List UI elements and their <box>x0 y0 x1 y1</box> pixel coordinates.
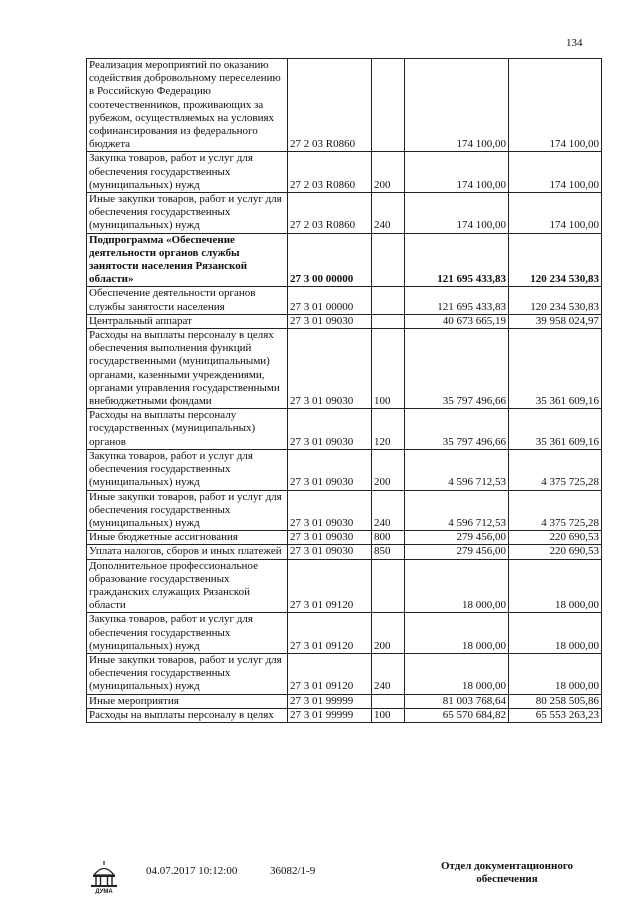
row-sum-2018-cell: 174 100,00 <box>509 193 602 234</box>
row-name-cell: Иные закупки товаров, работ и услуг для обеспечения государственных (муниципальных) нужд <box>87 653 288 694</box>
row-sum-2017-cell: 4 596 712,53 <box>405 490 509 531</box>
row-code-cell: 27 3 00 00000 <box>288 233 372 287</box>
row-code-cell: 27 3 01 09030 <box>288 545 372 559</box>
row-sum-2018-cell: 35 361 609,16 <box>509 329 602 409</box>
table-row <box>87 314 602 328</box>
row-vr-cell: 240 <box>372 653 405 694</box>
table-row <box>87 193 602 234</box>
row-sum-2017-cell: 279 456,00 <box>405 545 509 559</box>
row-name-cell: Реализация мероприятий по оказанию содействия добровольному переселению в Российскую Федерацию соотечественников, проживающих за рубежом, осуществляемых на условиях софинансирования из федерального бюджета <box>87 59 288 152</box>
row-sum-2017-cell: 40 673 665,19 <box>405 314 509 328</box>
row-name-cell: Расходы на выплаты персоналу в целях обеспечения выполнения функций государственными (муниципальными) органами, казенными учреждениями, органами управления государственными внебюджетными фондами <box>87 329 288 409</box>
row-sum-2018-cell: 220 690,53 <box>509 545 602 559</box>
row-vr-cell: 100 <box>372 329 405 409</box>
row-sum-2017-cell: 65 570 684,82 <box>405 708 509 722</box>
table-row <box>87 409 602 450</box>
row-sum-2018-cell: 18 000,00 <box>509 613 602 654</box>
page-number: 134 <box>566 37 583 49</box>
table-row <box>87 531 602 545</box>
row-sum-2018-cell: 80 258 505,86 <box>509 694 602 708</box>
row-name-cell: Закупка товаров, работ и услуг для обеспечения государственных (муниципальных) нужд <box>87 152 288 193</box>
row-vr-cell <box>372 233 405 287</box>
row-sum-2018-cell: 4 375 725,28 <box>509 449 602 490</box>
row-sum-2018-cell: 120 234 530,83 <box>509 287 602 314</box>
row-name-cell: Подпрограмма «Обеспечение деятельности органов службы занятости населения Рязанской области» <box>87 233 288 287</box>
row-name-cell: Дополнительное профессиональное образование государственных гражданских служащих Рязанской области <box>87 559 288 613</box>
footer-reg-number: 36082/1-9 <box>270 865 316 877</box>
table-row <box>87 559 602 613</box>
row-vr-cell <box>372 287 405 314</box>
table-row <box>87 653 602 694</box>
row-sum-2017-cell: 121 695 433,83 <box>405 233 509 287</box>
row-sum-2018-cell: 220 690,53 <box>509 531 602 545</box>
duma-logo-icon <box>86 858 122 894</box>
footer <box>0 858 640 898</box>
table-row <box>87 233 602 287</box>
row-vr-cell: 240 <box>372 490 405 531</box>
row-vr-cell <box>372 694 405 708</box>
row-code-cell: 27 3 01 00000 <box>288 287 372 314</box>
row-code-cell: 27 3 01 09030 <box>288 329 372 409</box>
row-name-cell: Расходы на выплаты персоналу государственных (муниципальных) органов <box>87 409 288 450</box>
footer-department: Отдел документационного обеспечения <box>440 860 574 885</box>
row-sum-2018-cell: 174 100,00 <box>509 59 602 152</box>
table-row <box>87 287 602 314</box>
row-vr-cell: 200 <box>372 449 405 490</box>
row-vr-cell: 850 <box>372 545 405 559</box>
table-row <box>87 329 602 409</box>
row-name-cell: Центральный аппарат <box>87 314 288 328</box>
row-name-cell: Иные закупки товаров, работ и услуг для обеспечения государственных (муниципальных) нужд <box>87 193 288 234</box>
row-code-cell: 27 3 01 09120 <box>288 559 372 613</box>
row-sum-2017-cell: 18 000,00 <box>405 559 509 613</box>
row-code-cell: 27 3 01 09030 <box>288 449 372 490</box>
row-vr-cell: 800 <box>372 531 405 545</box>
row-sum-2018-cell: 4 375 725,28 <box>509 490 602 531</box>
row-sum-2017-cell: 18 000,00 <box>405 653 509 694</box>
row-sum-2017-cell: 35 797 496,66 <box>405 409 509 450</box>
row-code-cell: 27 3 01 09120 <box>288 613 372 654</box>
row-sum-2017-cell: 121 695 433,83 <box>405 287 509 314</box>
row-vr-cell: 200 <box>372 613 405 654</box>
row-sum-2018-cell: 18 000,00 <box>509 559 602 613</box>
row-code-cell: 27 3 01 09120 <box>288 653 372 694</box>
row-code-cell: 27 3 01 99999 <box>288 694 372 708</box>
row-vr-cell <box>372 314 405 328</box>
row-code-cell: 27 3 01 99999 <box>288 708 372 722</box>
table-row <box>87 545 602 559</box>
row-code-cell: 27 3 01 09030 <box>288 490 372 531</box>
row-sum-2018-cell: 35 361 609,16 <box>509 409 602 450</box>
row-code-cell: 27 3 01 09030 <box>288 314 372 328</box>
row-code-cell: 27 2 03 R0860 <box>288 152 372 193</box>
row-name-cell: Иные мероприятия <box>87 694 288 708</box>
row-code-cell: 27 3 01 09030 <box>288 409 372 450</box>
row-vr-cell <box>372 59 405 152</box>
row-sum-2017-cell: 4 596 712,53 <box>405 449 509 490</box>
row-vr-cell: 120 <box>372 409 405 450</box>
table-row <box>87 613 602 654</box>
table-row <box>87 490 602 531</box>
row-code-cell: 27 3 01 09030 <box>288 531 372 545</box>
row-name-cell: Уплата налогов, сборов и иных платежей <box>87 545 288 559</box>
row-vr-cell: 100 <box>372 708 405 722</box>
row-vr-cell <box>372 559 405 613</box>
row-sum-2017-cell: 174 100,00 <box>405 59 509 152</box>
row-sum-2018-cell: 18 000,00 <box>509 653 602 694</box>
row-sum-2018-cell: 65 553 263,23 <box>509 708 602 722</box>
row-name-cell: Закупка товаров, работ и услуг для обеспечения государственных (муниципальных) нужд <box>87 613 288 654</box>
row-sum-2017-cell: 279 456,00 <box>405 531 509 545</box>
table-row <box>87 59 602 152</box>
row-name-cell: Расходы на выплаты персоналу в целях <box>87 708 288 722</box>
row-name-cell: Иные бюджетные ассигнования <box>87 531 288 545</box>
row-code-cell: 27 2 03 R0860 <box>288 193 372 234</box>
footer-datetime: 04.07.2017 10:12:00 <box>146 865 238 877</box>
logo-text: ДУМА <box>95 889 113 894</box>
row-code-cell: 27 2 03 R0860 <box>288 59 372 152</box>
row-sum-2017-cell: 18 000,00 <box>405 613 509 654</box>
row-sum-2018-cell: 120 234 530,83 <box>509 233 602 287</box>
row-sum-2018-cell: 174 100,00 <box>509 152 602 193</box>
table-row <box>87 708 602 722</box>
row-vr-cell: 240 <box>372 193 405 234</box>
row-name-cell: Обеспечение деятельности органов службы занятости населения <box>87 287 288 314</box>
table-row <box>87 449 602 490</box>
row-sum-2017-cell: 174 100,00 <box>405 193 509 234</box>
row-vr-cell: 200 <box>372 152 405 193</box>
row-name-cell: Иные закупки товаров, работ и услуг для обеспечения государственных (муниципальных) нужд <box>87 490 288 531</box>
table-row <box>87 152 602 193</box>
row-sum-2018-cell: 39 958 024,97 <box>509 314 602 328</box>
row-name-cell: Закупка товаров, работ и услуг для обеспечения государственных (муниципальных) нужд <box>87 449 288 490</box>
table-row <box>87 694 602 708</box>
row-sum-2017-cell: 174 100,00 <box>405 152 509 193</box>
row-sum-2017-cell: 35 797 496,66 <box>405 329 509 409</box>
budget-table <box>86 58 602 723</box>
row-sum-2017-cell: 81 003 768,64 <box>405 694 509 708</box>
